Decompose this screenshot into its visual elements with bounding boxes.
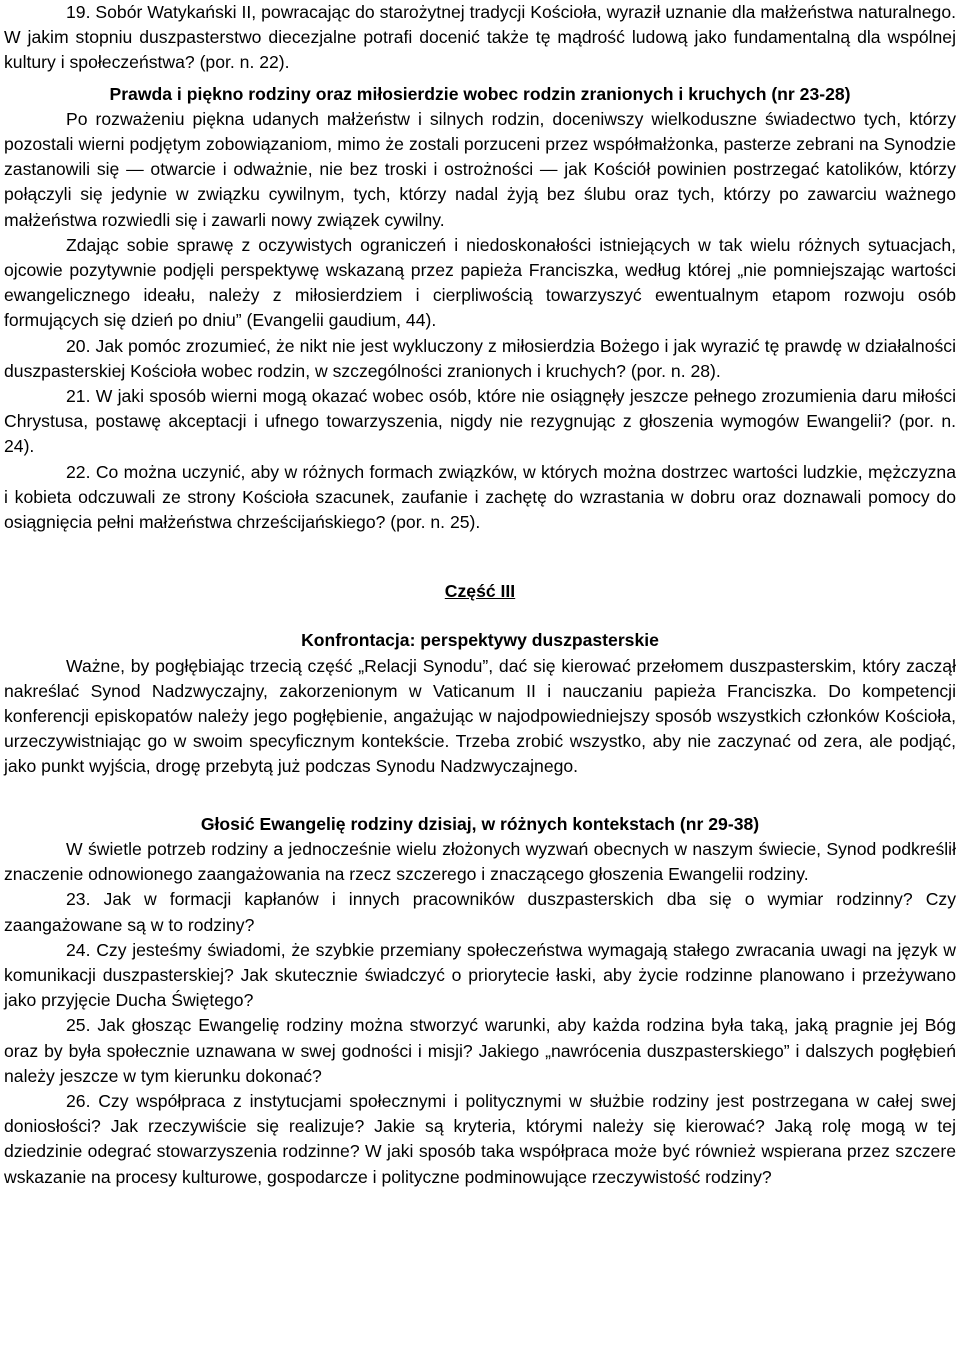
question-22: 22. Co można uczynić, aby w różnych formach związków, w których można dostrzec wartości ludzkie, mężczyzna i kobieta odczuwali ze strony Kościoła szacunek, zaufanie i zachętę do wzrastania w dobru oraz doznawali pomocy do osiągnięcia pełni małżeństwa chrześcijańskiego? (por. n. 25). <box>4 461 956 533</box>
question-20: 20. Jak pomóc zrozumieć, że nikt nie jest wykluczony z miłosierdzia Bożego i jak wyrazić tę prawdę w działalności duszpasterskiej Kościoła wobec rodzin, w szczególności zranionych i kruchych? (por. n. 28). <box>4 335 956 381</box>
paragraph-pastoral-shift: Ważne, by pogłębiając trzecią część „Relacji Synodu”, dać się kierować przełomem duszpasterskim, który zaczął nakreślać Synod Nadzwyczajny, zakorzenionym w Vaticanum II i nauczaniu papieża Franciszka. Do kompetencji konferencji episkopatów należy jego pogłębienie, angażując w najodpowiedniejszy sposób wszystkich członków Kościoła, urzeczywistniając go w swoim specyficznym kontekście. Trzeba zrobić wszystko, aby nie zaczynać od zera, ale podjąć, jako punkt wyjścia, drogę przebytą już podczas Synodu Nadzwyczajnego. <box>4 655 956 777</box>
question-21: 21. W jaki sposób wierni mogą okazać wobec osób, które nie osiągnęły jeszcze pełnego zrozumienia daru miłości Chrystusa, postawę akceptacji i ufnego towarzyszenia, nigdy nie rezygnując z głoszenia wymogów Ewangelii? (por. n. 24). <box>4 386 956 457</box>
question-23: 23. Jak w formacji kapłanów i innych pracowników duszpasterskich dba się o wymiar rodzinny? Czy zaangażowane są w to rodziny? <box>4 889 956 935</box>
question-25: 25. Jak głosząc Ewangelię rodziny można stworzyć warunki, aby każda rodzina była taką, jaką pragnie jej Bóg oraz by była społecznie uznawana w swej godności i misji? Jakiego „nawrócenia duszpasterskiego” i dalszych pogłębień należy jeszcze w tym kierunku dokonać? <box>4 1015 956 1086</box>
paragraph-family-needs: W świetle potrzeb rodziny a jednocześnie wielu złożonych wyzwań obecnych w naszym świecie, Synod podkreślił znaczenie odnowionego zaangażowania na rzecz szczerego i znaczącego głoszenia Ewangelii rodziny. <box>4 838 956 885</box>
spacer <box>4 780 956 812</box>
question-19: 19. Sobór Watykański II, powracając do starożytnej tradycji Kościoła, wyraził uznanie dla małżeństwa naturalnego. W jakim stopniu duszpasterstwo diecezjalne potrafi docenić także tę mądrość ludową jako fundamentalną dla wspólnej kultury i społeczeństwa? (por. n. 22). <box>4 2 956 73</box>
section-title-proclaim-gospel: Głosić Ewangelię rodziny dzisiaj, w różnych kontekstach (nr 29-38) <box>200 813 760 834</box>
paragraph-pope-francis-perspective: Zdając sobie sprawę z oczywistych ograniczeń i niedoskonałości istniejących w tak wielu różnych sytuacjach, ojcowie pozytywnie podjęli perspektywę wskazaną przez papieża Franciszka, według której „nie pomniejszając wartości ewangelicznego ideału, należy z miłosierdziem i cierpliwością towarzyszyć ewentualnym etapom rozwoju osób formujących się dzień po dniu” (Evangelii gaudium, 44). <box>4 234 956 331</box>
document-page <box>4 0 956 1190</box>
part-subtitle: Konfrontacja: perspektywy duszpasterskie <box>301 630 659 651</box>
question-24: 24. Czy jesteśmy świadomi, że szybkie przemiany społeczeństwa wymagają stałego zwracania uwagi na język w komunikacji duszpasterskiej? Jak skutecznie świadczyć o priorytecie łaski, aby życie rodzinne planowano i przeżywano jako przyjęcie Ducha Świętego? <box>4 939 956 1011</box>
part-title: Część III <box>444 581 516 602</box>
question-26: 26. Czy współpraca z instytucjami społecznymi i politycznymi w służbie rodziny jest postrzegana w całej swej doniosłości? Jak rzeczywiście się realizuje? Jakie są kryteria, którymi należy się kierować? Jaką rolę mogą w tej dziedzinie odegrać stowarzyszenia rodzinne? W jaki sposób taka współpraca może być również wspierana przez szczere wskazanie na procesy kulturowe, gospodarcze i polityczne podminowujące rzeczywistość rodziny? <box>4 1090 956 1187</box>
paragraph-synod-reflection: Po rozważeniu piękna udanych małżeństw i silnych rodzin, doceniwszy wielkoduszne świadectwo tych, którzy pozostali wierni podjętym zobowiązaniom, mimo że zostali porzuceni przez współmałżonka, pasterze zebrani na Synodzie zastanowili się — otwarcie i odważnie, nie bez troski i ostrożności — jak Kościół powinien postrzegać katolików, którzy połączyli się jedynie w związku cywilnym, tych, którzy nadal żyją bez ślubu oraz tych, którzy po zawarciu ważnego małżeństwa rozwiedli się i zawarli nowy związek cywilny. <box>4 108 956 230</box>
section-title-truth-and-beauty: Prawda i piękno rodziny oraz miłosierdzie wobec rodzin zranionych i kruchych (nr 23-28) <box>109 83 851 104</box>
